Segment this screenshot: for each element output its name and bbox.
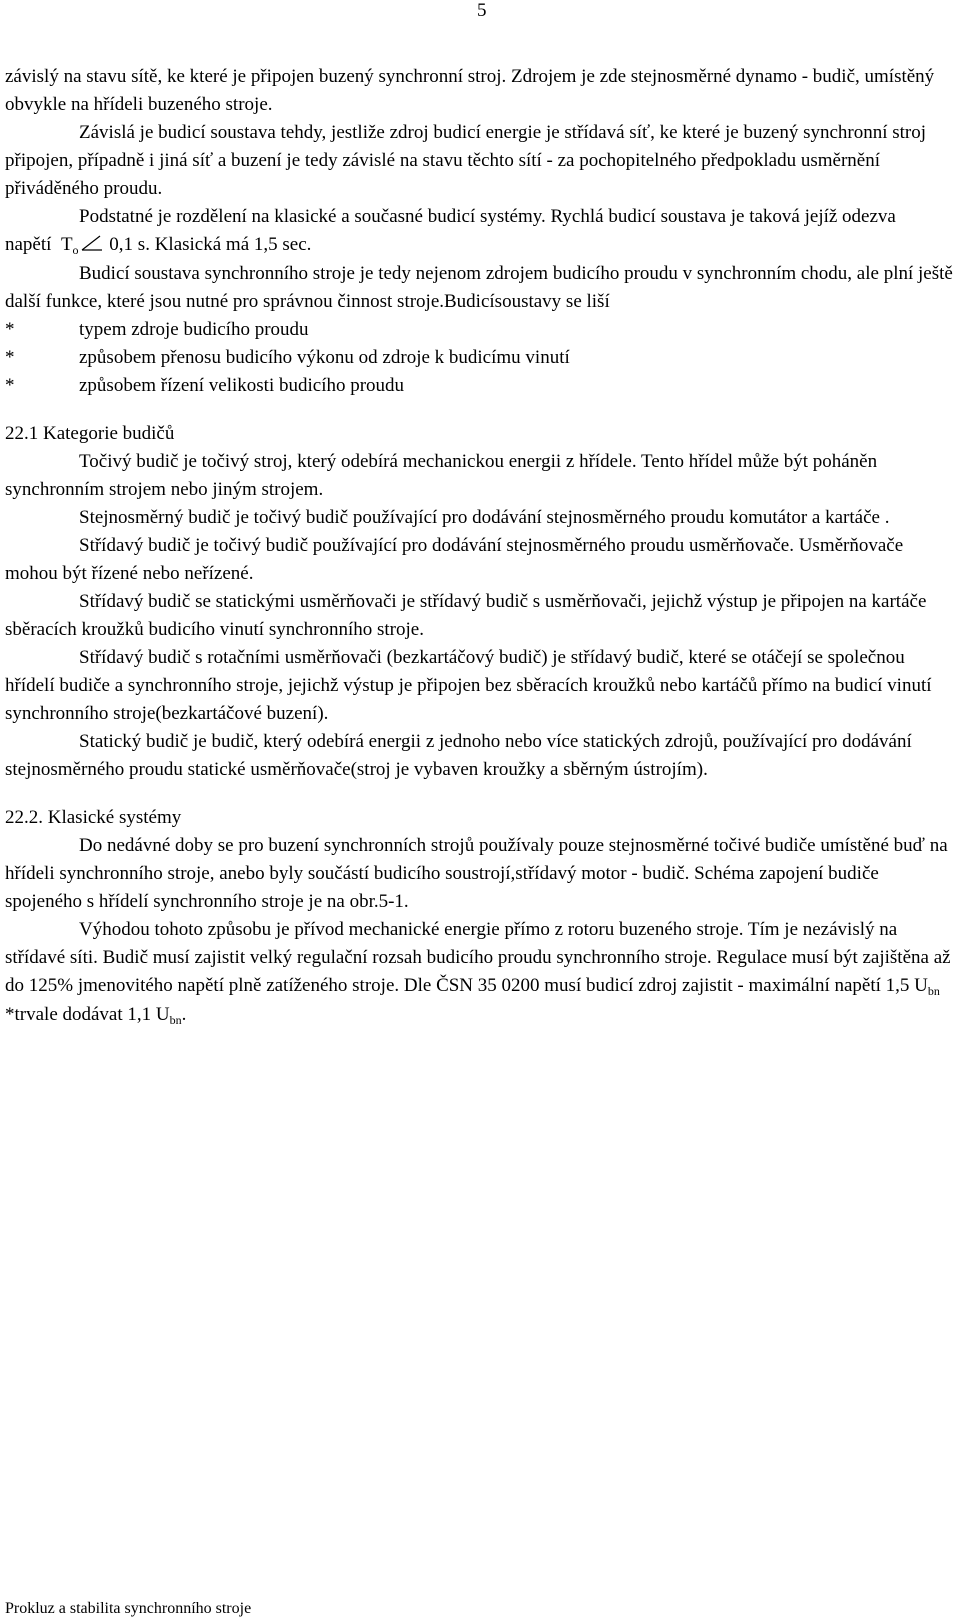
document-body xyxy=(5,63,955,1030)
subscript-bn: bn xyxy=(169,1013,182,1027)
paragraph: Točivý budič je točivý stroj, který odebírá mechanickou energii z hřídele. Tento hřídel může být poháněn synchronním strojem nebo jiným strojem. xyxy=(5,451,878,500)
paragraph-end: . xyxy=(181,1004,187,1025)
bullet-mark: * xyxy=(5,375,15,396)
paragraph-3-text: Podstatné je rozdělení na klasické a současné budicí systémy. Rychlá budicí soustava je taková jejíž odezva napětí xyxy=(5,206,896,255)
paragraph-3-end: 0,1 s. Klasická má 1,5 sec. xyxy=(109,234,312,255)
bullet-mark: * xyxy=(5,319,15,340)
paragraph-2: Závislá je budicí soustava tehdy, jestliže zdroj budicí energie je střídavá síť, ke které je buzený synchronní stroj připojen, případně i jiná síť a buzení je tedy závislé na stavu těchto sítí - za pochopitelného předpokladu usměrnění přiváděného proudu. xyxy=(5,122,927,199)
symbol-T: T xyxy=(60,234,73,255)
paragraph-1: závislý na stavu sítě, ke které je připojen buzený synchronní stroj. Zdrojem je zde stejnosměrné dynamo - budič, umístěný obvykle na hřídeli buzeného stroje. xyxy=(5,66,935,115)
bullet-text: způsobem přenosu budicího výkonu od zdroje k budicímu vinutí xyxy=(79,347,570,368)
page-footer: Prokluz a stabilita synchronního stroje xyxy=(5,1600,252,1617)
paragraph: Stejnosměrný budič je točivý budič používající pro dodávání stejnosměrného proudu komutátor a kartáče . xyxy=(79,507,890,528)
list-item xyxy=(5,316,955,344)
paragraph-3 xyxy=(5,203,955,260)
list-item xyxy=(5,372,955,400)
paragraph-text: Výhodou tohoto způsobu je přívod mechanické energie přímo z rotoru buzeného stroje. Tím je nezávislý na střídavé síti. Budič musí zajistit velký regulační rozsah budicího proudu synchronního stroje. Regulace musí být zajištěna až do 125% jmenovitého napětí plně zatíženého stroje. Dle ČSN 35 0200 musí budicí zdroj zajistit - maximální napětí 1,5 U xyxy=(5,919,951,996)
subscript-bn: bn xyxy=(927,984,940,998)
page-number: 5 xyxy=(477,0,487,21)
paragraph: Statický budič je budič, který odebírá energii z jednoho nebo více statických zdrojů, používající pro dodávání stejnosměrného proudu statické usměrňovače(stroj je vybaven kroužky a sběrným ústrojím). xyxy=(5,731,912,780)
bullet-mark: * xyxy=(5,347,15,368)
list-item xyxy=(5,344,955,372)
paragraph xyxy=(5,1001,955,1030)
paragraph xyxy=(5,916,955,1001)
subscript-o: o xyxy=(72,243,79,257)
section-heading-22-1: 22.1 Kategorie budičů xyxy=(5,423,175,444)
paragraph: Střídavý budič se statickými usměrňovači je střídavý budič s usměrňovači, jejichž výstup je připojen na kartáče sběracích kroužků budicího vinutí synchronního stroje. xyxy=(5,591,927,640)
bullet-text: typem zdroje budicího proudu xyxy=(79,319,309,340)
paragraph: Do nedávné doby se pro buzení synchronních strojů používaly pouze stejnosměrné točivé budiče umístěné buď na hřídeli synchronního stroje, anebo byly součástí budicího soustrojí,střídavý motor - budič. Schéma zapojení budiče spojeného s hřídelí synchronního stroje je na obr.5-1. xyxy=(5,835,948,912)
angle-symbol-icon xyxy=(79,234,105,252)
paragraph: Střídavý budič je točivý budič používající pro dodávání stejnosměrného proudu usměrňovače. Usměrňovače mohou být řízené nebo neřízené. xyxy=(5,535,904,584)
paragraph-4: Budicí soustava synchronního stroje je tedy nejenom zdrojem budicího proudu v synchronním chodu, ale plní ještě další funkce, které jsou nutné pro správnou činnost stroje.Budicísoustavy se liší xyxy=(5,263,953,312)
bullet-text: způsobem řízení velikosti budicího proudu xyxy=(79,375,405,396)
section-heading-22-2: 22.2. Klasické systémy xyxy=(5,807,182,828)
paragraph-text: *trvale dodávat 1,1 U xyxy=(5,1004,170,1025)
paragraph: Střídavý budič s rotačními usměrňovači (bezkartáčový budič) je střídavý budič, které se otáčejí se společnou hřídelí budiče a synchronního stroje, jejichž výstup je připojen bez sběracích kroužků nebo kartáčů přímo na budicí vinutí synchronního stroje(bezkartáčové buzení). xyxy=(5,647,932,724)
